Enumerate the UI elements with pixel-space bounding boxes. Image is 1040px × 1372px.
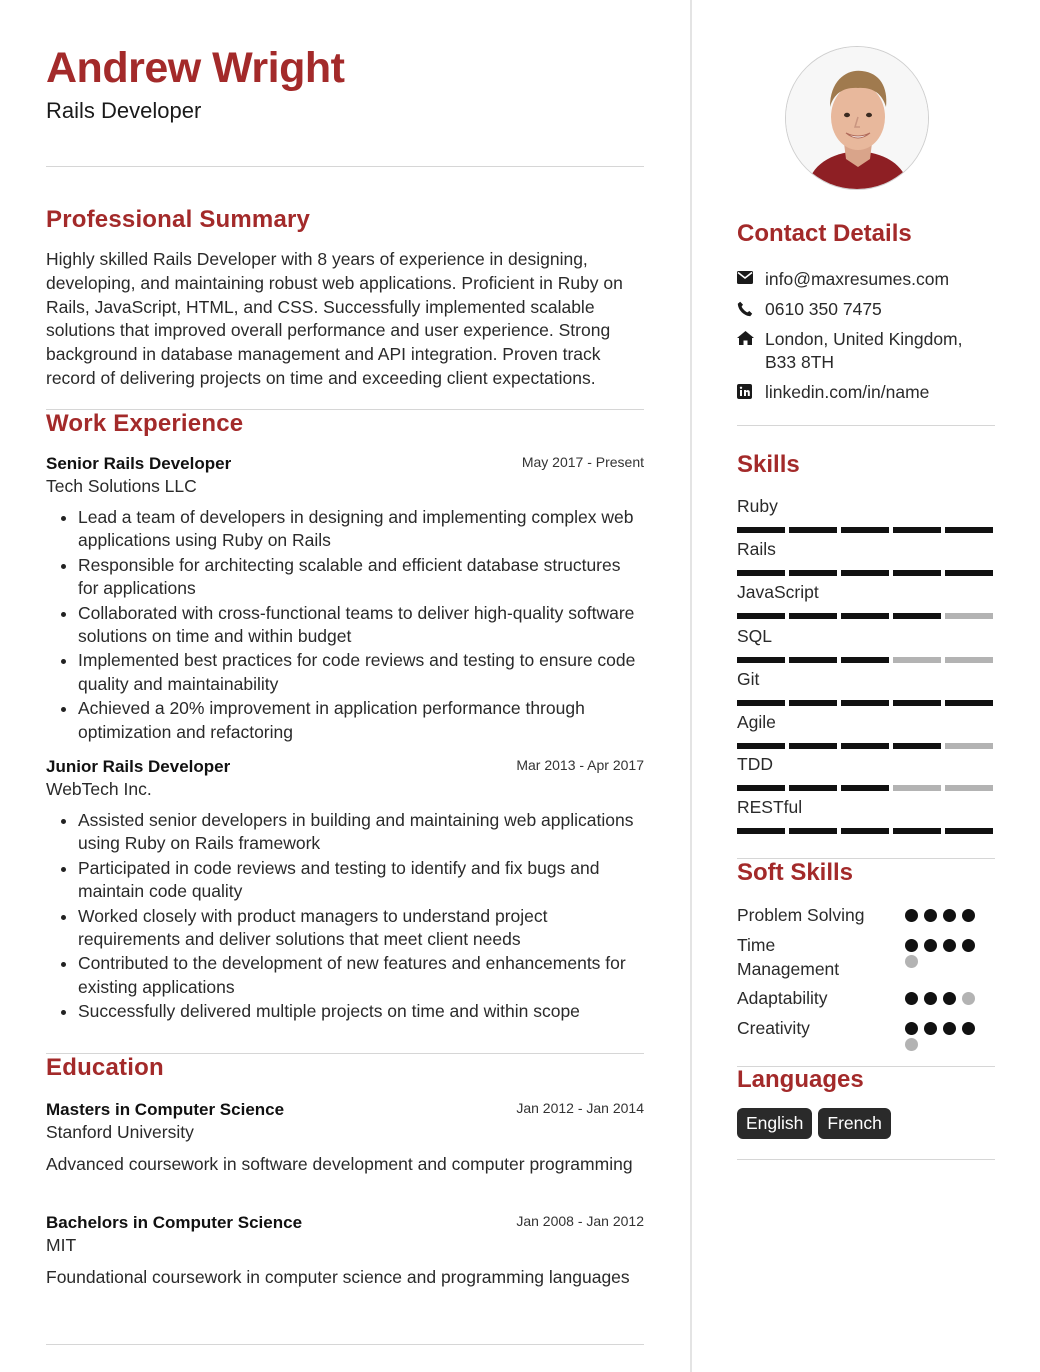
skill-level-segment [841, 527, 889, 533]
rating-dot [905, 955, 918, 968]
soft-skill-rating [905, 1022, 981, 1051]
skill-level-segment [737, 570, 785, 576]
skill-level-segment [893, 743, 941, 749]
education-title: Education [46, 1054, 164, 1081]
skill-level-segment [789, 570, 837, 576]
header-divider [46, 166, 644, 167]
work-title: Work Experience [46, 410, 244, 437]
degree-title: Bachelors in Computer Science [46, 1213, 303, 1232]
job-title: Junior Rails Developer [46, 757, 231, 776]
languages-title: Languages [737, 1066, 864, 1093]
skill-name: JavaScript [737, 582, 819, 602]
envelope-icon [737, 268, 765, 284]
rating-dot [905, 1022, 918, 1035]
rating-dot [924, 909, 937, 922]
skill-level-segment [789, 785, 837, 791]
linkedin-icon [737, 381, 765, 399]
education-description: Foundational coursework in computer science and programming languages [46, 1267, 630, 1287]
home-icon [737, 328, 765, 345]
job-date: Mar 2013 - Apr 2017 [516, 757, 644, 773]
rating-dot [943, 939, 956, 952]
summary-title: Professional Summary [46, 206, 311, 233]
skill-level-segment [841, 570, 889, 576]
list-item: • Implemented best practices for code reviews and testing to ensure code quality and maintainability [78, 649, 644, 696]
languages-divider [737, 1159, 995, 1160]
soft-skill-name: Time Management [737, 935, 840, 979]
skill-level-segment [737, 527, 785, 533]
skill-level-segment [893, 828, 941, 834]
education-divider [46, 1344, 644, 1345]
list-item: • Assisted senior developers in building and maintaining web applications using Ruby on Rails framework [78, 809, 644, 856]
skill-level-segment [945, 743, 993, 749]
skill-level-segment [893, 570, 941, 576]
skill-level-segment [737, 743, 785, 749]
skill-name: Git [737, 669, 760, 689]
contact-title: Contact Details [737, 220, 912, 247]
list-item: • Successfully delivered multiple projects on time and within scope [78, 1000, 644, 1023]
rating-dot [943, 1022, 956, 1035]
job-entry [46, 454, 644, 745]
skill-item [737, 797, 995, 834]
list-item: • Contributed to the development of new features and enhancements for existing applications [78, 952, 644, 999]
skill-item [737, 496, 995, 533]
soft-skills-title: Soft Skills [737, 859, 854, 886]
school-name: MIT [46, 1235, 77, 1255]
skill-level-segment [841, 613, 889, 619]
skill-level-segment [789, 700, 837, 706]
skill-item [737, 669, 995, 706]
soft-skill-name: Creativity [737, 1018, 810, 1038]
skill-name: Ruby [737, 496, 778, 516]
phone-icon [737, 298, 765, 317]
skill-name: Rails [737, 539, 776, 559]
rating-dot [962, 992, 975, 1005]
skill-level-bar [737, 527, 995, 533]
rating-dot [924, 1022, 937, 1035]
avatar-icon [786, 47, 929, 190]
skill-level-segment [893, 700, 941, 706]
rating-dot [924, 939, 937, 952]
skill-level-segment [945, 657, 993, 663]
skill-level-bar [737, 700, 995, 706]
language-badge: English [737, 1108, 812, 1139]
contact-phone [737, 298, 995, 328]
soft-skill-rating [905, 939, 981, 968]
contact-divider [737, 425, 995, 426]
skill-level-bar [737, 828, 995, 834]
skill-level-segment [945, 785, 993, 791]
skill-level-bar [737, 570, 995, 576]
rating-dot [943, 992, 956, 1005]
contact-email [737, 268, 995, 298]
education-date: Jan 2012 - Jan 2014 [516, 1100, 644, 1116]
skill-level-segment [789, 743, 837, 749]
skill-level-segment [841, 700, 889, 706]
job-company: Tech Solutions LLC [46, 476, 197, 496]
job-bullets [46, 506, 644, 744]
skill-level-segment [893, 785, 941, 791]
address-text: London, United Kingdom, B33 8TH [765, 329, 963, 372]
education-description: Advanced coursework in software development and computer programming [46, 1154, 633, 1174]
list-item: • Responsible for architecting scalable and efficient database structures for applications [78, 554, 644, 601]
rating-dot [962, 909, 975, 922]
skill-item [737, 626, 995, 663]
skill-level-segment [841, 657, 889, 663]
skill-level-segment [893, 527, 941, 533]
contact-address [737, 328, 995, 381]
contact-list [737, 268, 995, 411]
skill-item [737, 712, 995, 749]
skill-level-segment [737, 785, 785, 791]
skill-level-segment [737, 828, 785, 834]
skill-level-segment [893, 613, 941, 619]
skill-level-segment [737, 700, 785, 706]
skill-name: TDD [737, 754, 773, 774]
skill-level-segment [945, 700, 993, 706]
list-item: • Lead a team of developers in designing and implementing complex web applications using Ruby on Rails [78, 506, 644, 553]
profile-photo [785, 46, 929, 190]
education-entry [46, 1100, 644, 1176]
job-title: Senior Rails Developer [46, 454, 232, 473]
skill-level-segment [737, 613, 785, 619]
column-divider [690, 0, 692, 1372]
skill-name: RESTful [737, 797, 803, 817]
skill-level-segment [789, 657, 837, 663]
skill-level-segment [841, 828, 889, 834]
rating-dot [905, 992, 918, 1005]
skill-level-segment [737, 657, 785, 663]
skill-level-segment [789, 828, 837, 834]
skill-level-bar [737, 657, 995, 663]
education-date: Jan 2008 - Jan 2012 [516, 1213, 644, 1229]
contact-linkedin [737, 381, 995, 411]
linkedin-text[interactable]: linkedin.com/in/name [765, 382, 930, 402]
languages-list [737, 1108, 891, 1139]
rating-dot [924, 992, 937, 1005]
list-item: • Participated in code reviews and testing to identify and fix bugs and maintain code quality [78, 857, 644, 904]
school-name: Stanford University [46, 1122, 194, 1142]
skill-level-segment [945, 570, 993, 576]
list-item: • Worked closely with product managers to understand project requirements and deliver solutions that meet client needs [78, 905, 644, 952]
degree-title: Masters in Computer Science [46, 1100, 285, 1119]
skill-item [737, 539, 995, 576]
summary-text: Highly skilled Rails Developer with 8 years of experience in designing, developing, and maintaining robust web applications. Proficient in Ruby on Rails, JavaScript, HTML, and CSS. Successfully implemented scalable solutions that improved overall performance and user experience. Strong background in database management and API integration. Proven track record of delivering projects on time and exceeding client expectations. [46, 249, 623, 388]
soft-skill-name: Problem Solving [737, 905, 865, 925]
rating-dot [962, 939, 975, 952]
skill-level-bar [737, 785, 995, 791]
rating-dot [962, 1022, 975, 1035]
list-item: • Achieved a 20% improvement in application performance through optimization and refactoring [78, 697, 644, 744]
soft-skill-rating [905, 992, 981, 1005]
rating-dot [905, 1038, 918, 1051]
list-item: • Collaborated with cross-functional teams to deliver high-quality software solutions on time and within budget [78, 602, 644, 649]
skill-level-segment [945, 527, 993, 533]
job-company: WebTech Inc. [46, 779, 152, 799]
skill-item [737, 754, 995, 791]
candidate-role: Rails Developer [46, 98, 202, 123]
job-date: May 2017 - Present [521, 454, 644, 470]
skill-level-segment [789, 613, 837, 619]
skill-name: Agile [737, 712, 776, 732]
phone-text: 0610 350 7475 [765, 299, 882, 319]
soft-skill-rating [905, 909, 981, 922]
skill-level-segment [945, 828, 993, 834]
skill-level-segment [945, 613, 993, 619]
rating-dot [943, 909, 956, 922]
skill-item [737, 582, 995, 619]
job-bullets [46, 809, 644, 1024]
skill-level-bar [737, 613, 995, 619]
skill-level-bar [737, 743, 995, 749]
skill-level-segment [841, 743, 889, 749]
skill-level-segment [841, 785, 889, 791]
education-entry [46, 1213, 644, 1289]
soft-skill-name: Adaptability [737, 988, 828, 1008]
skill-level-segment [893, 657, 941, 663]
candidate-name: Andrew Wright [46, 44, 345, 92]
skills-title: Skills [737, 451, 800, 478]
email-text[interactable]: info@maxresumes.com [765, 269, 950, 289]
skill-level-segment [789, 527, 837, 533]
language-badge: French [818, 1108, 890, 1139]
skill-name: SQL [737, 626, 773, 646]
rating-dot [905, 909, 918, 922]
job-entry [46, 757, 644, 1025]
rating-dot [905, 939, 918, 952]
